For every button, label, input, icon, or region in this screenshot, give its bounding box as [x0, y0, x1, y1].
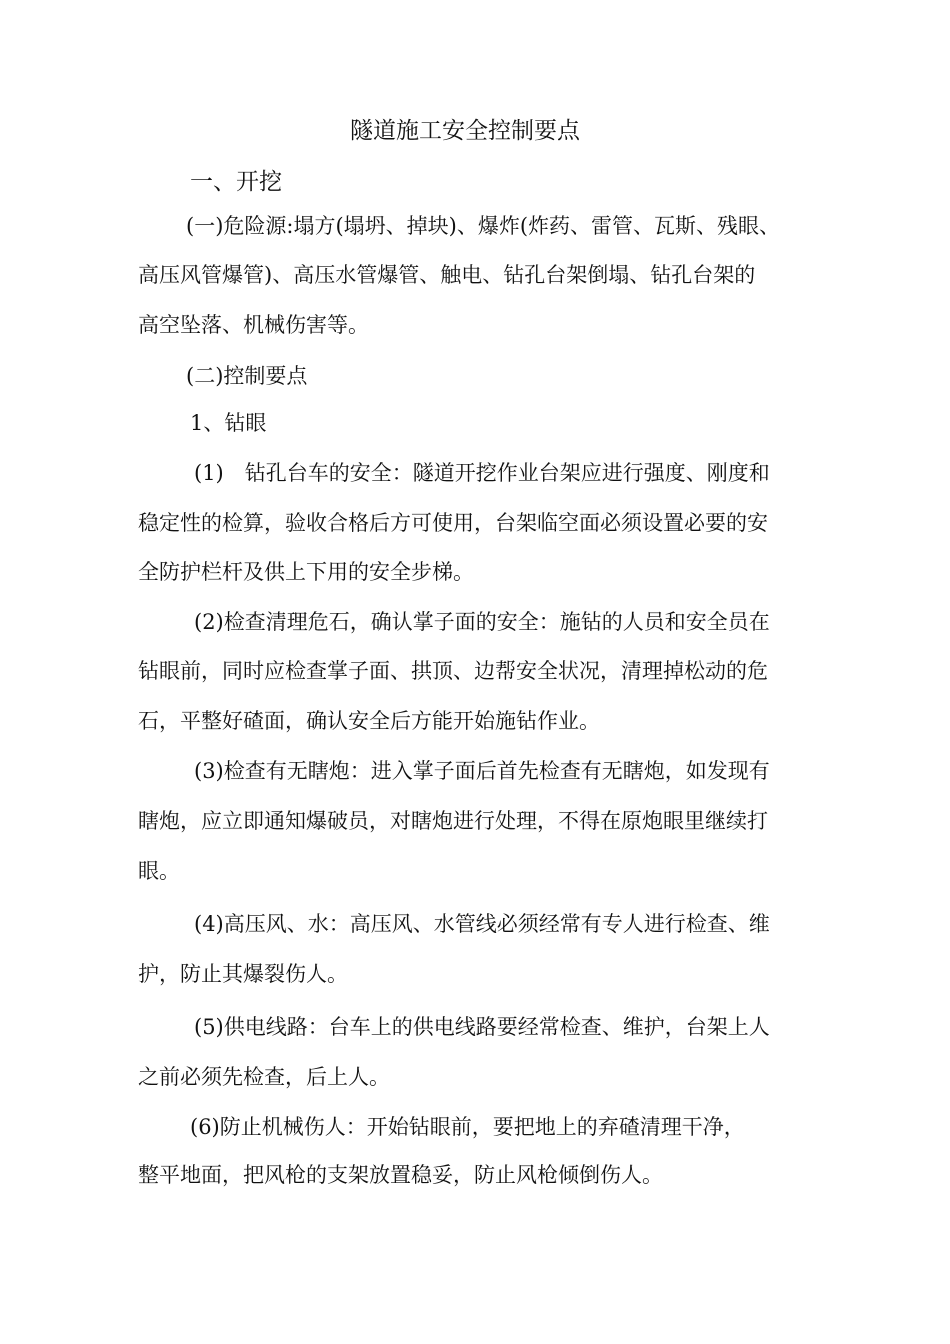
paragraph-line: 钻眼前，同时应检查掌子面、拱顶、边帮安全状况，清理掉松动的危 [138, 659, 768, 683]
section-heading: 一、开挖 [190, 169, 282, 195]
control-heading: (二)控制要点 [186, 364, 308, 388]
paragraph-line: (5)供电线路：台车上的供电线路要经常检查、维护，台架上人 [194, 1015, 770, 1039]
hazard-line-3: 高空坠落、机械伤害等。 [138, 313, 369, 337]
paragraph-line: 全防护栏杆及供上下用的安全步梯。 [138, 560, 474, 584]
paragraph-line: (6)防止机械伤人：开始钻眼前，要把地上的弃碴清理干净， [190, 1115, 745, 1139]
paragraph-line: (4)高压风、水：高压风、水管线必须经常有专人进行检查、维 [194, 912, 770, 936]
paragraph-line: 之前必须先检查，后上人。 [138, 1065, 390, 1089]
paragraph-line: (2)检查清理危石，确认掌子面的安全：施钻的人员和安全员在 [194, 610, 770, 634]
subheading-drilling: 1、钻眼 [190, 411, 267, 435]
document-title: 隧道施工安全控制要点 [350, 118, 580, 144]
paragraph-line: 石，平整好碴面，确认安全后方能开始施钻作业。 [138, 709, 600, 733]
paragraph-line: (1) 钻孔台车的安全：隧道开挖作业台架应进行强度、刚度和 [194, 461, 770, 485]
paragraph-line: 稳定性的检算，验收合格后方可使用，台架临空面必须设置必要的安 [138, 511, 768, 535]
paragraph-line: 瞎炮，应立即通知爆破员，对瞎炮进行处理，不得在原炮眼里继续打 [138, 809, 768, 833]
hazard-line-1: (一)危险源:塌方(塌坍、掉块)、爆炸(炸药、雷管、瓦斯、残眼、 [186, 214, 781, 238]
paragraph-line: 护，防止其爆裂伤人。 [138, 962, 348, 986]
hazard-line-2: 高压风管爆管)、高压水管爆管、触电、钻孔台架倒塌、钻孔台架的 [138, 263, 756, 287]
paragraph-line: (3)检查有无瞎炮：进入掌子面后首先检查有无瞎炮，如发现有 [194, 759, 770, 783]
paragraph-line: 整平地面，把风枪的支架放置稳妥，防止风枪倾倒伤人。 [138, 1163, 663, 1187]
paragraph-line: 眼。 [138, 859, 180, 883]
